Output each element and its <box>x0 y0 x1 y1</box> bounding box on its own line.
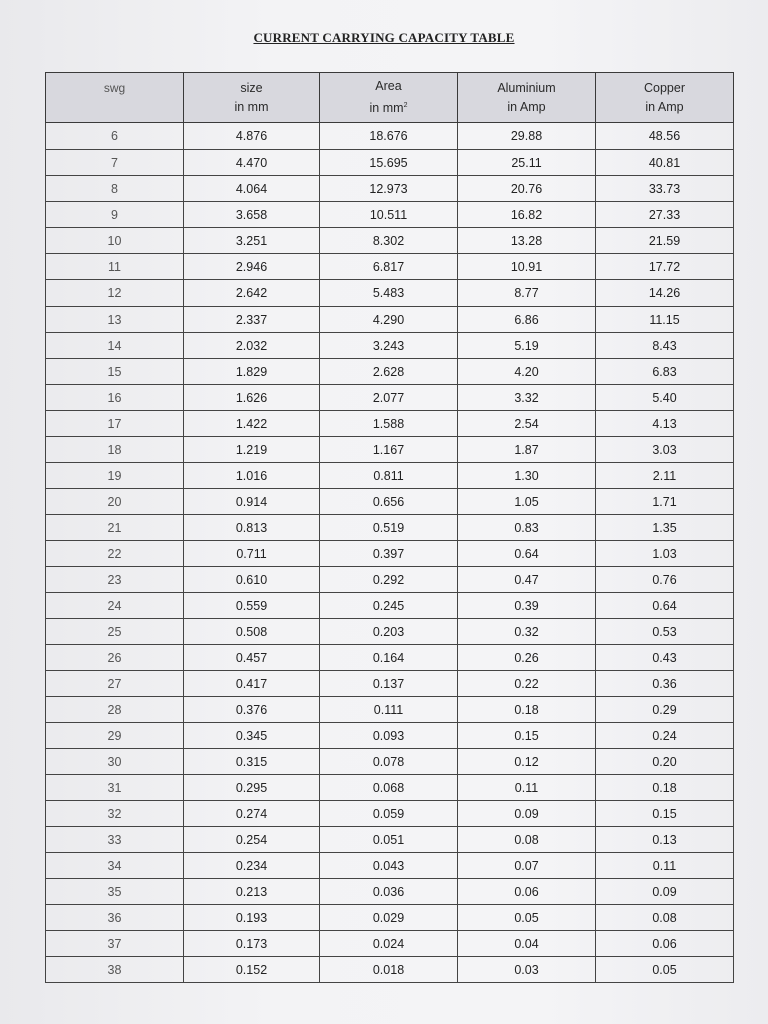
table-row <box>46 671 734 697</box>
cell-size: 0.234 <box>184 853 320 879</box>
cell-swg: 34 <box>46 853 184 879</box>
cell-swg: 19 <box>46 463 184 489</box>
cell-copper: 40.81 <box>596 150 734 176</box>
cell-area: 3.243 <box>320 333 458 359</box>
cell-area: 0.656 <box>320 489 458 515</box>
cell-copper: 0.29 <box>596 697 734 723</box>
cell-swg: 12 <box>46 280 184 307</box>
cell-swg: 31 <box>46 775 184 801</box>
cell-swg: 14 <box>46 333 184 359</box>
cell-copper: 48.56 <box>596 123 734 150</box>
cell-swg: 24 <box>46 593 184 619</box>
header-area-line1: Area <box>375 78 402 93</box>
cell-copper: 0.20 <box>596 749 734 775</box>
cell-area: 0.068 <box>320 775 458 801</box>
cell-swg: 10 <box>46 228 184 254</box>
table-row <box>46 463 734 489</box>
table-row <box>46 879 734 905</box>
header-aluminium-line2: in Amp <box>507 99 546 114</box>
cell-size: 0.417 <box>184 671 320 697</box>
cell-aluminium: 0.64 <box>458 541 596 567</box>
cell-area: 1.588 <box>320 411 458 437</box>
cell-aluminium: 0.07 <box>458 853 596 879</box>
cell-copper: 0.36 <box>596 671 734 697</box>
cell-size: 0.914 <box>184 489 320 515</box>
cell-size: 0.559 <box>184 593 320 619</box>
cell-aluminium: 1.30 <box>458 463 596 489</box>
cell-copper: 1.71 <box>596 489 734 515</box>
header-row <box>46 73 734 123</box>
cell-size: 0.254 <box>184 827 320 853</box>
table-row <box>46 359 734 385</box>
cell-area: 8.302 <box>320 228 458 254</box>
cell-area: 0.397 <box>320 541 458 567</box>
cell-aluminium: 0.22 <box>458 671 596 697</box>
cell-size: 1.422 <box>184 411 320 437</box>
cell-size: 3.658 <box>184 202 320 228</box>
cell-copper: 3.03 <box>596 437 734 463</box>
cell-size: 0.152 <box>184 957 320 983</box>
cell-copper: 1.03 <box>596 541 734 567</box>
cell-swg: 32 <box>46 801 184 827</box>
cell-area: 0.036 <box>320 879 458 905</box>
header-aluminium-line1: Aluminium <box>497 80 556 95</box>
table-row <box>46 280 734 307</box>
cell-copper: 33.73 <box>596 176 734 202</box>
cell-area: 0.111 <box>320 697 458 723</box>
table-row <box>46 697 734 723</box>
header-size-line1: size <box>240 80 263 95</box>
cell-aluminium: 0.15 <box>458 723 596 749</box>
header-area <box>320 73 458 123</box>
cell-area: 0.203 <box>320 619 458 645</box>
cell-copper: 0.06 <box>596 931 734 957</box>
cell-size: 1.626 <box>184 385 320 411</box>
cell-size: 0.345 <box>184 723 320 749</box>
cell-swg: 17 <box>46 411 184 437</box>
cell-size: 3.251 <box>184 228 320 254</box>
table-row <box>46 593 734 619</box>
cell-swg: 27 <box>46 671 184 697</box>
cell-copper: 0.76 <box>596 567 734 593</box>
cell-copper: 8.43 <box>596 333 734 359</box>
table-row <box>46 931 734 957</box>
cell-aluminium: 0.08 <box>458 827 596 853</box>
cell-copper: 5.40 <box>596 385 734 411</box>
cell-aluminium: 0.06 <box>458 879 596 905</box>
cell-aluminium: 1.05 <box>458 489 596 515</box>
cell-aluminium: 6.86 <box>458 307 596 333</box>
cell-copper: 0.15 <box>596 801 734 827</box>
table-row <box>46 749 734 775</box>
cell-area: 2.077 <box>320 385 458 411</box>
table-row <box>46 853 734 879</box>
cell-swg: 23 <box>46 567 184 593</box>
table-row <box>46 905 734 931</box>
header-swg <box>46 73 184 123</box>
cell-size: 0.274 <box>184 801 320 827</box>
cell-size: 4.064 <box>184 176 320 202</box>
cell-aluminium: 3.32 <box>458 385 596 411</box>
cell-swg: 15 <box>46 359 184 385</box>
cell-aluminium: 0.47 <box>458 567 596 593</box>
cell-swg: 28 <box>46 697 184 723</box>
cell-swg: 33 <box>46 827 184 853</box>
cell-size: 0.457 <box>184 645 320 671</box>
cell-aluminium: 16.82 <box>458 202 596 228</box>
cell-area: 4.290 <box>320 307 458 333</box>
cell-swg: 13 <box>46 307 184 333</box>
table-row <box>46 176 734 202</box>
cell-copper: 0.53 <box>596 619 734 645</box>
cell-swg: 36 <box>46 905 184 931</box>
page-title: CURRENT CARRYING CAPACITY TABLE <box>253 30 515 45</box>
header-aluminium <box>458 73 596 123</box>
cell-area: 0.164 <box>320 645 458 671</box>
cell-aluminium: 25.11 <box>458 150 596 176</box>
cell-aluminium: 0.83 <box>458 515 596 541</box>
cell-size: 2.946 <box>184 254 320 280</box>
cell-copper: 0.11 <box>596 853 734 879</box>
cell-copper: 1.35 <box>596 515 734 541</box>
capacity-table <box>45 72 734 983</box>
cell-copper: 21.59 <box>596 228 734 254</box>
table-row <box>46 541 734 567</box>
cell-aluminium: 0.05 <box>458 905 596 931</box>
header-area-line2-wrap <box>320 96 457 118</box>
cell-aluminium: 0.03 <box>458 957 596 983</box>
table-row <box>46 619 734 645</box>
cell-copper: 0.09 <box>596 879 734 905</box>
cell-swg: 29 <box>46 723 184 749</box>
cell-size: 0.813 <box>184 515 320 541</box>
table-row <box>46 827 734 853</box>
cell-swg: 9 <box>46 202 184 228</box>
cell-aluminium: 0.18 <box>458 697 596 723</box>
cell-aluminium: 10.91 <box>458 254 596 280</box>
cell-area: 0.043 <box>320 853 458 879</box>
table-row <box>46 228 734 254</box>
cell-aluminium: 1.87 <box>458 437 596 463</box>
cell-area: 18.676 <box>320 123 458 150</box>
cell-area: 6.817 <box>320 254 458 280</box>
cell-swg: 11 <box>46 254 184 280</box>
cell-size: 0.315 <box>184 749 320 775</box>
cell-swg: 26 <box>46 645 184 671</box>
cell-copper: 0.64 <box>596 593 734 619</box>
cell-swg: 25 <box>46 619 184 645</box>
cell-copper: 0.18 <box>596 775 734 801</box>
cell-aluminium: 2.54 <box>458 411 596 437</box>
cell-area: 0.137 <box>320 671 458 697</box>
cell-swg: 6 <box>46 123 184 150</box>
cell-size: 0.173 <box>184 931 320 957</box>
header-swg-label: swg <box>103 81 126 95</box>
cell-copper: 0.43 <box>596 645 734 671</box>
cell-size: 0.295 <box>184 775 320 801</box>
cell-aluminium: 0.32 <box>458 619 596 645</box>
table-row <box>46 437 734 463</box>
cell-aluminium: 0.04 <box>458 931 596 957</box>
cell-copper: 0.08 <box>596 905 734 931</box>
cell-swg: 7 <box>46 150 184 176</box>
cell-copper: 2.11 <box>596 463 734 489</box>
table-body <box>46 123 734 983</box>
cell-aluminium: 5.19 <box>458 333 596 359</box>
cell-aluminium: 13.28 <box>458 228 596 254</box>
cell-size: 2.642 <box>184 280 320 307</box>
cell-copper: 27.33 <box>596 202 734 228</box>
cell-aluminium: 0.12 <box>458 749 596 775</box>
header-area-line2: in mm <box>369 101 404 116</box>
table-row <box>46 411 734 437</box>
header-copper-line2: in Amp <box>645 99 684 114</box>
table-row <box>46 957 734 983</box>
cell-area: 0.051 <box>320 827 458 853</box>
header-copper <box>596 73 734 123</box>
cell-size: 4.876 <box>184 123 320 150</box>
cell-swg: 16 <box>46 385 184 411</box>
cell-aluminium: 4.20 <box>458 359 596 385</box>
table-row <box>46 333 734 359</box>
cell-aluminium: 0.39 <box>458 593 596 619</box>
cell-aluminium: 0.26 <box>458 645 596 671</box>
table-row <box>46 385 734 411</box>
table-row <box>46 123 734 150</box>
cell-area: 10.511 <box>320 202 458 228</box>
cell-size: 1.016 <box>184 463 320 489</box>
cell-aluminium: 8.77 <box>458 280 596 307</box>
header-size <box>184 73 320 123</box>
cell-area: 1.167 <box>320 437 458 463</box>
cell-area: 0.245 <box>320 593 458 619</box>
cell-swg: 20 <box>46 489 184 515</box>
table-row <box>46 723 734 749</box>
cell-area: 0.811 <box>320 463 458 489</box>
cell-area: 15.695 <box>320 150 458 176</box>
table-row <box>46 801 734 827</box>
cell-aluminium: 0.09 <box>458 801 596 827</box>
table-header <box>46 73 734 123</box>
cell-swg: 21 <box>46 515 184 541</box>
header-area-superscript: 2 <box>403 101 408 109</box>
cell-area: 0.519 <box>320 515 458 541</box>
cell-size: 0.376 <box>184 697 320 723</box>
cell-size: 0.508 <box>184 619 320 645</box>
cell-copper: 0.05 <box>596 957 734 983</box>
cell-copper: 0.13 <box>596 827 734 853</box>
cell-copper: 14.26 <box>596 280 734 307</box>
cell-copper: 4.13 <box>596 411 734 437</box>
table-row <box>46 567 734 593</box>
cell-area: 0.078 <box>320 749 458 775</box>
cell-swg: 8 <box>46 176 184 202</box>
cell-swg: 35 <box>46 879 184 905</box>
cell-aluminium: 0.11 <box>458 775 596 801</box>
cell-copper: 6.83 <box>596 359 734 385</box>
cell-area: 0.029 <box>320 905 458 931</box>
cell-aluminium: 29.88 <box>458 123 596 150</box>
cell-size: 0.711 <box>184 541 320 567</box>
cell-size: 0.213 <box>184 879 320 905</box>
cell-area: 0.059 <box>320 801 458 827</box>
cell-size: 0.610 <box>184 567 320 593</box>
header-copper-line1: Copper <box>644 80 685 95</box>
table-row <box>46 307 734 333</box>
cell-size: 2.032 <box>184 333 320 359</box>
table-row <box>46 645 734 671</box>
table-row <box>46 515 734 541</box>
cell-swg: 22 <box>46 541 184 567</box>
cell-swg: 18 <box>46 437 184 463</box>
table-row <box>46 775 734 801</box>
cell-area: 0.018 <box>320 957 458 983</box>
cell-swg: 30 <box>46 749 184 775</box>
cell-aluminium: 20.76 <box>458 176 596 202</box>
cell-area: 12.973 <box>320 176 458 202</box>
cell-area: 0.292 <box>320 567 458 593</box>
cell-size: 0.193 <box>184 905 320 931</box>
header-size-line2: in mm <box>234 99 269 114</box>
cell-copper: 11.15 <box>596 307 734 333</box>
cell-copper: 0.24 <box>596 723 734 749</box>
table-row <box>46 202 734 228</box>
cell-size: 2.337 <box>184 307 320 333</box>
table-row <box>46 150 734 176</box>
cell-area: 5.483 <box>320 280 458 307</box>
table-row <box>46 254 734 280</box>
cell-area: 0.093 <box>320 723 458 749</box>
cell-size: 1.829 <box>184 359 320 385</box>
cell-swg: 38 <box>46 957 184 983</box>
cell-area: 2.628 <box>320 359 458 385</box>
cell-copper: 17.72 <box>596 254 734 280</box>
table-row <box>46 489 734 515</box>
cell-size: 4.470 <box>184 150 320 176</box>
cell-size: 1.219 <box>184 437 320 463</box>
cell-area: 0.024 <box>320 931 458 957</box>
cell-swg: 37 <box>46 931 184 957</box>
